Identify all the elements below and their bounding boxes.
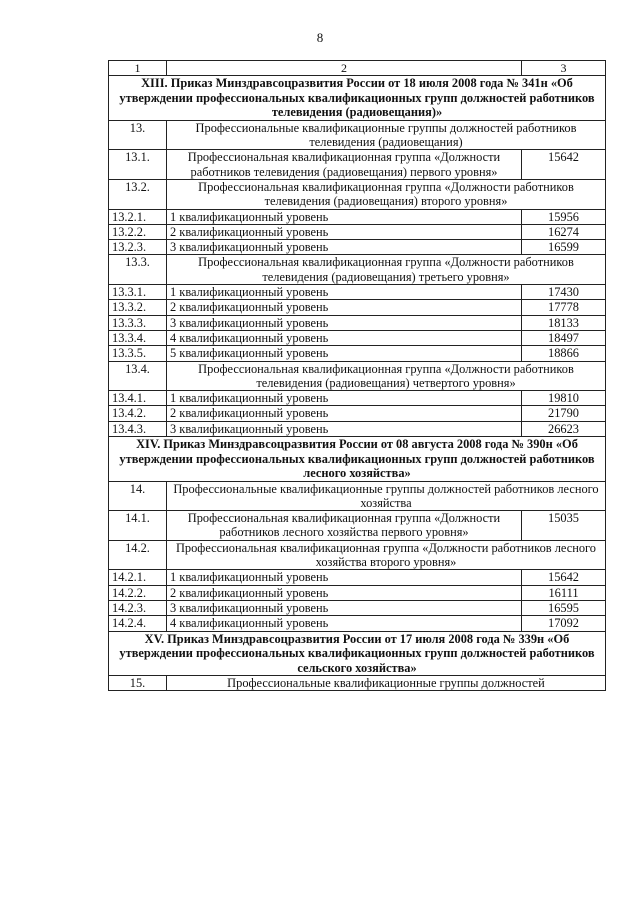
level-name: 1 квалификационный уровень [167, 391, 522, 406]
section-heading: XIV. Приказ Минздравсоцразвития России от 08 августа 2008 года № 390н «Об утверждении профессиональных квалификационных групп должностей работников лесного хозяйства» [109, 437, 606, 482]
salary-value: 19810 [522, 391, 606, 406]
level-name: 4 квалификационный уровень [167, 616, 522, 631]
salary-value: 16111 [522, 585, 606, 600]
row-number: 14.2.3. [109, 600, 167, 615]
level-name: 2 квалификационный уровень [167, 300, 522, 315]
table-row [109, 315, 606, 330]
salary-value: 15956 [522, 209, 606, 224]
row-number: 13.4. [109, 361, 167, 391]
salary-value: 17778 [522, 300, 606, 315]
row-number: 13.3.3. [109, 315, 167, 330]
salary-value: 16274 [522, 224, 606, 239]
row-number: 13.2.3. [109, 240, 167, 255]
table-row [109, 391, 606, 406]
table-row [109, 406, 606, 421]
group-row [109, 120, 606, 150]
group-title: Профессиональная квалификационная группа «Должности работников телевидения (радиовещания) третьего уровня» [167, 255, 606, 285]
group-row [109, 255, 606, 285]
salary-value: 15642 [522, 150, 606, 180]
salary-table [108, 60, 606, 691]
column-header-2: 2 [167, 61, 522, 76]
row-number: 13.4.3. [109, 421, 167, 436]
table-row [109, 330, 606, 345]
table-row [109, 285, 606, 300]
row-number: 13.3.5. [109, 346, 167, 361]
section-heading: XV. Приказ Минздравсоцразвития России от 17 июля 2008 года № 339н «Об утверждении профессиональных квалификационных групп должностей работников сельского хозяйства» [109, 631, 606, 676]
row-number: 15. [109, 676, 167, 691]
group-row [109, 179, 606, 209]
level-name: 2 квалификационный уровень [167, 224, 522, 239]
group-row [109, 676, 606, 691]
group-title: Профессиональные квалификационные группы должностей работников телевидения (радиовещания) [167, 120, 606, 150]
column-header-3: 3 [522, 61, 606, 76]
row-number: 14.1. [109, 511, 167, 541]
level-name: 1 квалификационный уровень [167, 285, 522, 300]
group-title: Профессиональная квалификационная группа «Должности работников лесного хозяйства первого уровня» [167, 511, 522, 541]
row-number: 14.2. [109, 540, 167, 570]
salary-value: 16595 [522, 600, 606, 615]
salary-value: 18133 [522, 315, 606, 330]
row-number: 13.2. [109, 179, 167, 209]
section-heading-row [109, 437, 606, 482]
table-header-row [109, 61, 606, 76]
level-name: 3 квалификационный уровень [167, 315, 522, 330]
salary-value: 15035 [522, 511, 606, 541]
row-number: 13.4.1. [109, 391, 167, 406]
page-number: 8 [316, 30, 324, 45]
row-number: 14.2.2. [109, 585, 167, 600]
salary-value: 18866 [522, 346, 606, 361]
group-title: Профессиональная квалификационная группа «Должности работников телевидения (радиовещания) первого уровня» [167, 150, 522, 180]
level-name: 4 квалификационный уровень [167, 330, 522, 345]
row-number: 13. [109, 120, 167, 150]
row-number: 14.2.1. [109, 570, 167, 585]
table-row [109, 209, 606, 224]
table-row [109, 224, 606, 239]
level-name: 1 квалификационный уровень [167, 209, 522, 224]
section-heading-row [109, 631, 606, 676]
row-number: 13.4.2. [109, 406, 167, 421]
group-title: Профессиональная квалификационная группа «Должности работников лесного хозяйства второго уровня» [167, 540, 606, 570]
level-name: 5 квалификационный уровень [167, 346, 522, 361]
salary-value: 17430 [522, 285, 606, 300]
row-number: 13.3.2. [109, 300, 167, 315]
column-header-1: 1 [109, 61, 167, 76]
row-number: 13.3.1. [109, 285, 167, 300]
salary-value: 15642 [522, 570, 606, 585]
row-number: 13.2.2. [109, 224, 167, 239]
row-number: 13.1. [109, 150, 167, 180]
level-name: 2 квалификационный уровень [167, 585, 522, 600]
section-heading-row [109, 76, 606, 121]
table-row [109, 421, 606, 436]
row-number: 13.3. [109, 255, 167, 285]
table-row [109, 600, 606, 615]
row-number: 13.3.4. [109, 330, 167, 345]
salary-value: 17092 [522, 616, 606, 631]
salary-value: 21790 [522, 406, 606, 421]
group-value-row [109, 511, 606, 541]
level-name: 2 квалификационный уровень [167, 406, 522, 421]
level-name: 3 квалификационный уровень [167, 240, 522, 255]
group-title: Профессиональная квалификационная группа «Должности работников телевидения (радиовещания) четвертого уровня» [167, 361, 606, 391]
level-name: 1 квалификационный уровень [167, 570, 522, 585]
salary-value: 16599 [522, 240, 606, 255]
table-row [109, 300, 606, 315]
table-row [109, 240, 606, 255]
group-title: Профессиональная квалификационная группа «Должности работников телевидения (радиовещания) второго уровня» [167, 179, 606, 209]
salary-value: 18497 [522, 330, 606, 345]
section-heading: XIII. Приказ Минздравсоцразвития России от 18 июля 2008 года № 341н «Об утверждении профессиональных квалификационных групп должностей работников телевидения (радиовещания)» [109, 76, 606, 121]
table-row [109, 585, 606, 600]
group-row [109, 540, 606, 570]
row-number: 14. [109, 481, 167, 511]
row-number: 13.2.1. [109, 209, 167, 224]
row-number: 14.2.4. [109, 616, 167, 631]
group-row [109, 481, 606, 511]
group-value-row [109, 150, 606, 180]
table-row [109, 616, 606, 631]
salary-value: 26623 [522, 421, 606, 436]
level-name: 3 квалификационный уровень [167, 600, 522, 615]
table-row [109, 346, 606, 361]
group-title: Профессиональные квалификационные группы должностей [167, 676, 606, 691]
group-title: Профессиональные квалификационные группы должностей работников лесного хозяйства [167, 481, 606, 511]
level-name: 3 квалификационный уровень [167, 421, 522, 436]
group-row [109, 361, 606, 391]
table-row [109, 570, 606, 585]
